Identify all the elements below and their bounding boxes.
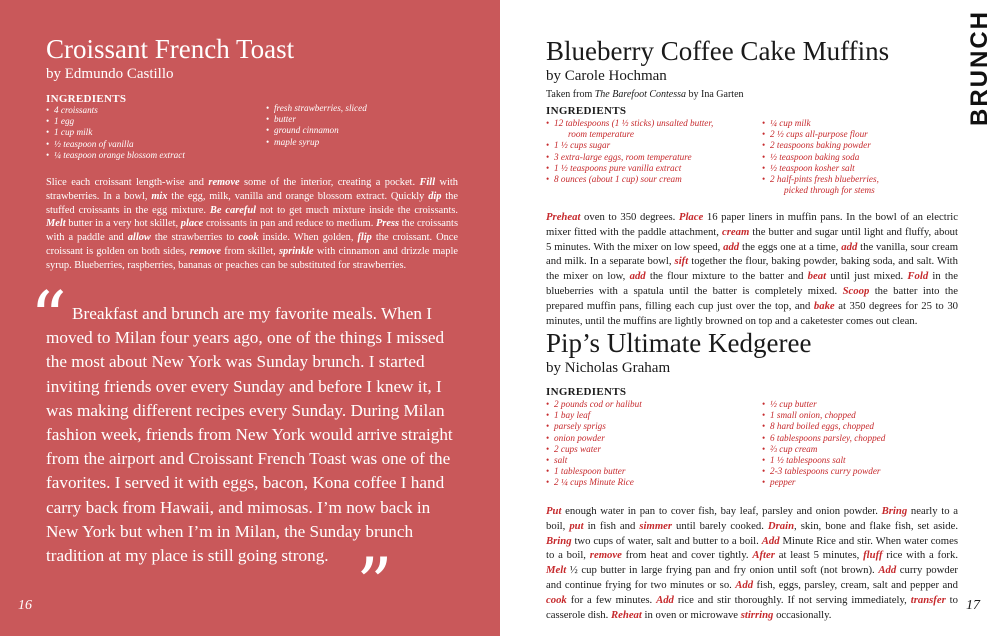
- ingredient-item: • ¼ teaspoon orange blossom extract: [46, 150, 256, 161]
- ingredient-item: • 2 half-pints fresh blueberries, picked through for stems: [762, 174, 962, 196]
- ingredients-list: [266, 103, 466, 148]
- ingredient-item: • 1 bay leaf: [546, 410, 756, 421]
- ingredient-item: • 1 ½ tablespoons salt: [762, 455, 962, 466]
- ingredient-item: • 2 ¼ cups Minute Rice: [546, 477, 756, 488]
- recipe-source: Taken from The Barefoot Contessa by Ina Garten: [546, 89, 744, 100]
- ingredient-item: • 4 croissants: [46, 105, 256, 116]
- ingredient-item: • ½ teaspoon baking soda: [762, 152, 962, 163]
- ingredient-item: • maple syrup: [266, 137, 466, 148]
- ingredient-item: • 12 tablespoons (1 ½ sticks) unsalted butter, room temperature: [546, 118, 756, 140]
- recipe-instructions: Put enough water in pan to cover fish, bay leaf, parsley and onion powder. Bring nearly to a boil, put in fish and simmer until barely cooked. Drain, skin, bone and flake fish, set aside. Bring two cups of water, salt and butter to a boil. Add Minute Rice and stir. When water comes to a boil, remove from heat and cover tightly. After at least 5 minutes, fluff rice with a fork. Melt ½ cup butter in large frying pan and fry onion until soft (not brown). Add curry powder and continue frying for two minutes or so. Add fish, eggs, parsley, cream, salt and pepper and cook for a few minutes. Add rice and stir thoroughly. If not serving immediately, transfer to casserole dish. Reheat in oven or microwave stirring occasionally.: [546, 505, 959, 621]
- ingredient-item: • 2 teaspoons baking powder: [762, 140, 962, 151]
- section-tab: BRUNCH: [966, 10, 993, 126]
- ingredient-item: • 1 tablespoon butter: [546, 466, 756, 477]
- ingredient-item: • butter: [266, 114, 466, 125]
- ingredient-item: • pepper: [762, 477, 962, 488]
- ingredient-item: • 3 extra-large eggs, room temperature: [546, 152, 756, 163]
- pull-quote: Breakfast and brunch are my favorite meals. When I moved to Milan four years ago, one of the things I missed the most about New York was Sunday brunch. I started inviting friends over every Sunday and before I knew it, I was making different recipes every Sunday. During Milan fashion week, friends from New York would arrive straight from the airport and Croissant French Toast was one of the favorites. I served it with eggs, bacon, Kona coffee I hand carry back from Hawaii, and mimosas. I’m now back in New York but when I’m in Milan, the Sunday brunch tradition at my place is still going strong.: [46, 304, 453, 566]
- ingredient-item: • ground cinnamon: [266, 125, 466, 136]
- ingredient-item: • 1 cup milk: [46, 127, 256, 138]
- right-page: [500, 0, 1000, 636]
- ingredients-heading: INGREDIENTS: [546, 105, 627, 117]
- recipe-byline: by Carole Hochman: [546, 68, 667, 84]
- recipe-instructions: Preheat oven to 350 degrees. Place 16 paper liners in muffin pans. In the bowl of an electric mixer fitted with the paddle attachment, cream the butter and sugar until light and fluffy, about 5 minutes. With the mixer on low speed, add the eggs one at a time, add the vanilla, sour cream and milk. In a separate bowl, sift together the flour, baking powder, baking soda, and salt. With the mixer on low, add the flour mixture to the batter and beat until just mixed. Fold in the blueberries with a spatula until the batter is completely mixed. Scoop the batter into the prepared muffin pans, filling each cup just over the top, and bake at 350 degrees for 25 to 30 minutes, until the muffins are lightly browned on top and a caketester comes out clean.: [546, 211, 959, 327]
- ingredient-item: • ⅔ cup cream: [762, 444, 962, 455]
- recipe-instructions: Slice each croissant length-wise and remove some of the interior, creating a pocket. Fill with strawberries. In a bowl, mix the egg, milk, vanilla and orange blossom extract. Quickly dip the stuffed croissants in the egg mixture. Be careful not to get much mixture inside the croissants. Melt butter in a very hot skillet, place croissants in pan and reduce to medium. Press the croissants with a paddle and allow the strawberries to cook inside. When golden, flip the croissant. Once croissant is golden on both sides, remove from skillet, sprinkle with cinnamon and drizzle maple syrup. Blueberries, raspberries, bananas or peaches can be substituted for strawberries.: [46, 177, 458, 271]
- ingredient-item: • fresh strawberries, sliced: [266, 103, 466, 114]
- ingredients-list: [546, 118, 756, 185]
- ingredient-item: • onion powder: [546, 433, 756, 444]
- page-number: 16: [18, 598, 32, 613]
- ingredients-list: [762, 118, 962, 196]
- recipe-title: Pip’s Ultimate Kedgeree: [546, 328, 812, 358]
- ingredient-item: • parsely sprigs: [546, 421, 756, 432]
- recipe-title: Blueberry Coffee Cake Muffins: [546, 36, 890, 66]
- ingredient-item: • salt: [546, 455, 756, 466]
- ingredient-item: • 2 pounds cod or halibut: [546, 399, 756, 410]
- recipe-header: [546, 330, 811, 377]
- ingredients-list: [46, 105, 256, 161]
- ingredient-item: • 1 ½ teaspoons pure vanilla extract: [546, 163, 756, 174]
- ingredient-item: • 8 ounces (about 1 cup) sour cream: [546, 174, 756, 185]
- ingredient-item: • 6 tablespoons parsley, chopped: [762, 433, 962, 444]
- ingredient-item: • 8 hard boiled eggs, chopped: [762, 421, 962, 432]
- recipe-title: Croissant French Toast: [46, 34, 295, 64]
- ingredient-item: • ½ cup butter: [762, 399, 962, 410]
- ingredients-heading: INGREDIENTS: [46, 93, 127, 105]
- ingredient-item: • ½ teaspoon kosher salt: [762, 163, 962, 174]
- recipe-header: [46, 36, 294, 83]
- open-quote-mark: “: [30, 276, 67, 360]
- ingredients-list: [546, 399, 756, 489]
- ingredient-item: • 1 egg: [46, 116, 256, 127]
- ingredient-item: • 2-3 tablespoons curry powder: [762, 466, 962, 477]
- ingredient-item: • ½ teaspoon of vanilla: [46, 139, 256, 150]
- page-number: 17: [966, 598, 980, 613]
- ingredients-list: [762, 399, 962, 489]
- close-quote-mark: ”: [356, 542, 393, 626]
- recipe-header: [546, 38, 889, 100]
- ingredient-item: • 2 cups water: [546, 444, 756, 455]
- recipe-byline: by Nicholas Graham: [546, 360, 671, 376]
- ingredient-item: • 2 ½ cups all-purpose flour: [762, 129, 962, 140]
- recipe-byline: by Edmundo Castillo: [46, 66, 174, 82]
- ingredients-heading: INGREDIENTS: [546, 386, 627, 398]
- ingredient-item: • 1 small onion, chopped: [762, 410, 962, 421]
- ingredient-item: • ¼ cup milk: [762, 118, 962, 129]
- ingredient-item: • 1 ½ cups sugar: [546, 140, 756, 151]
